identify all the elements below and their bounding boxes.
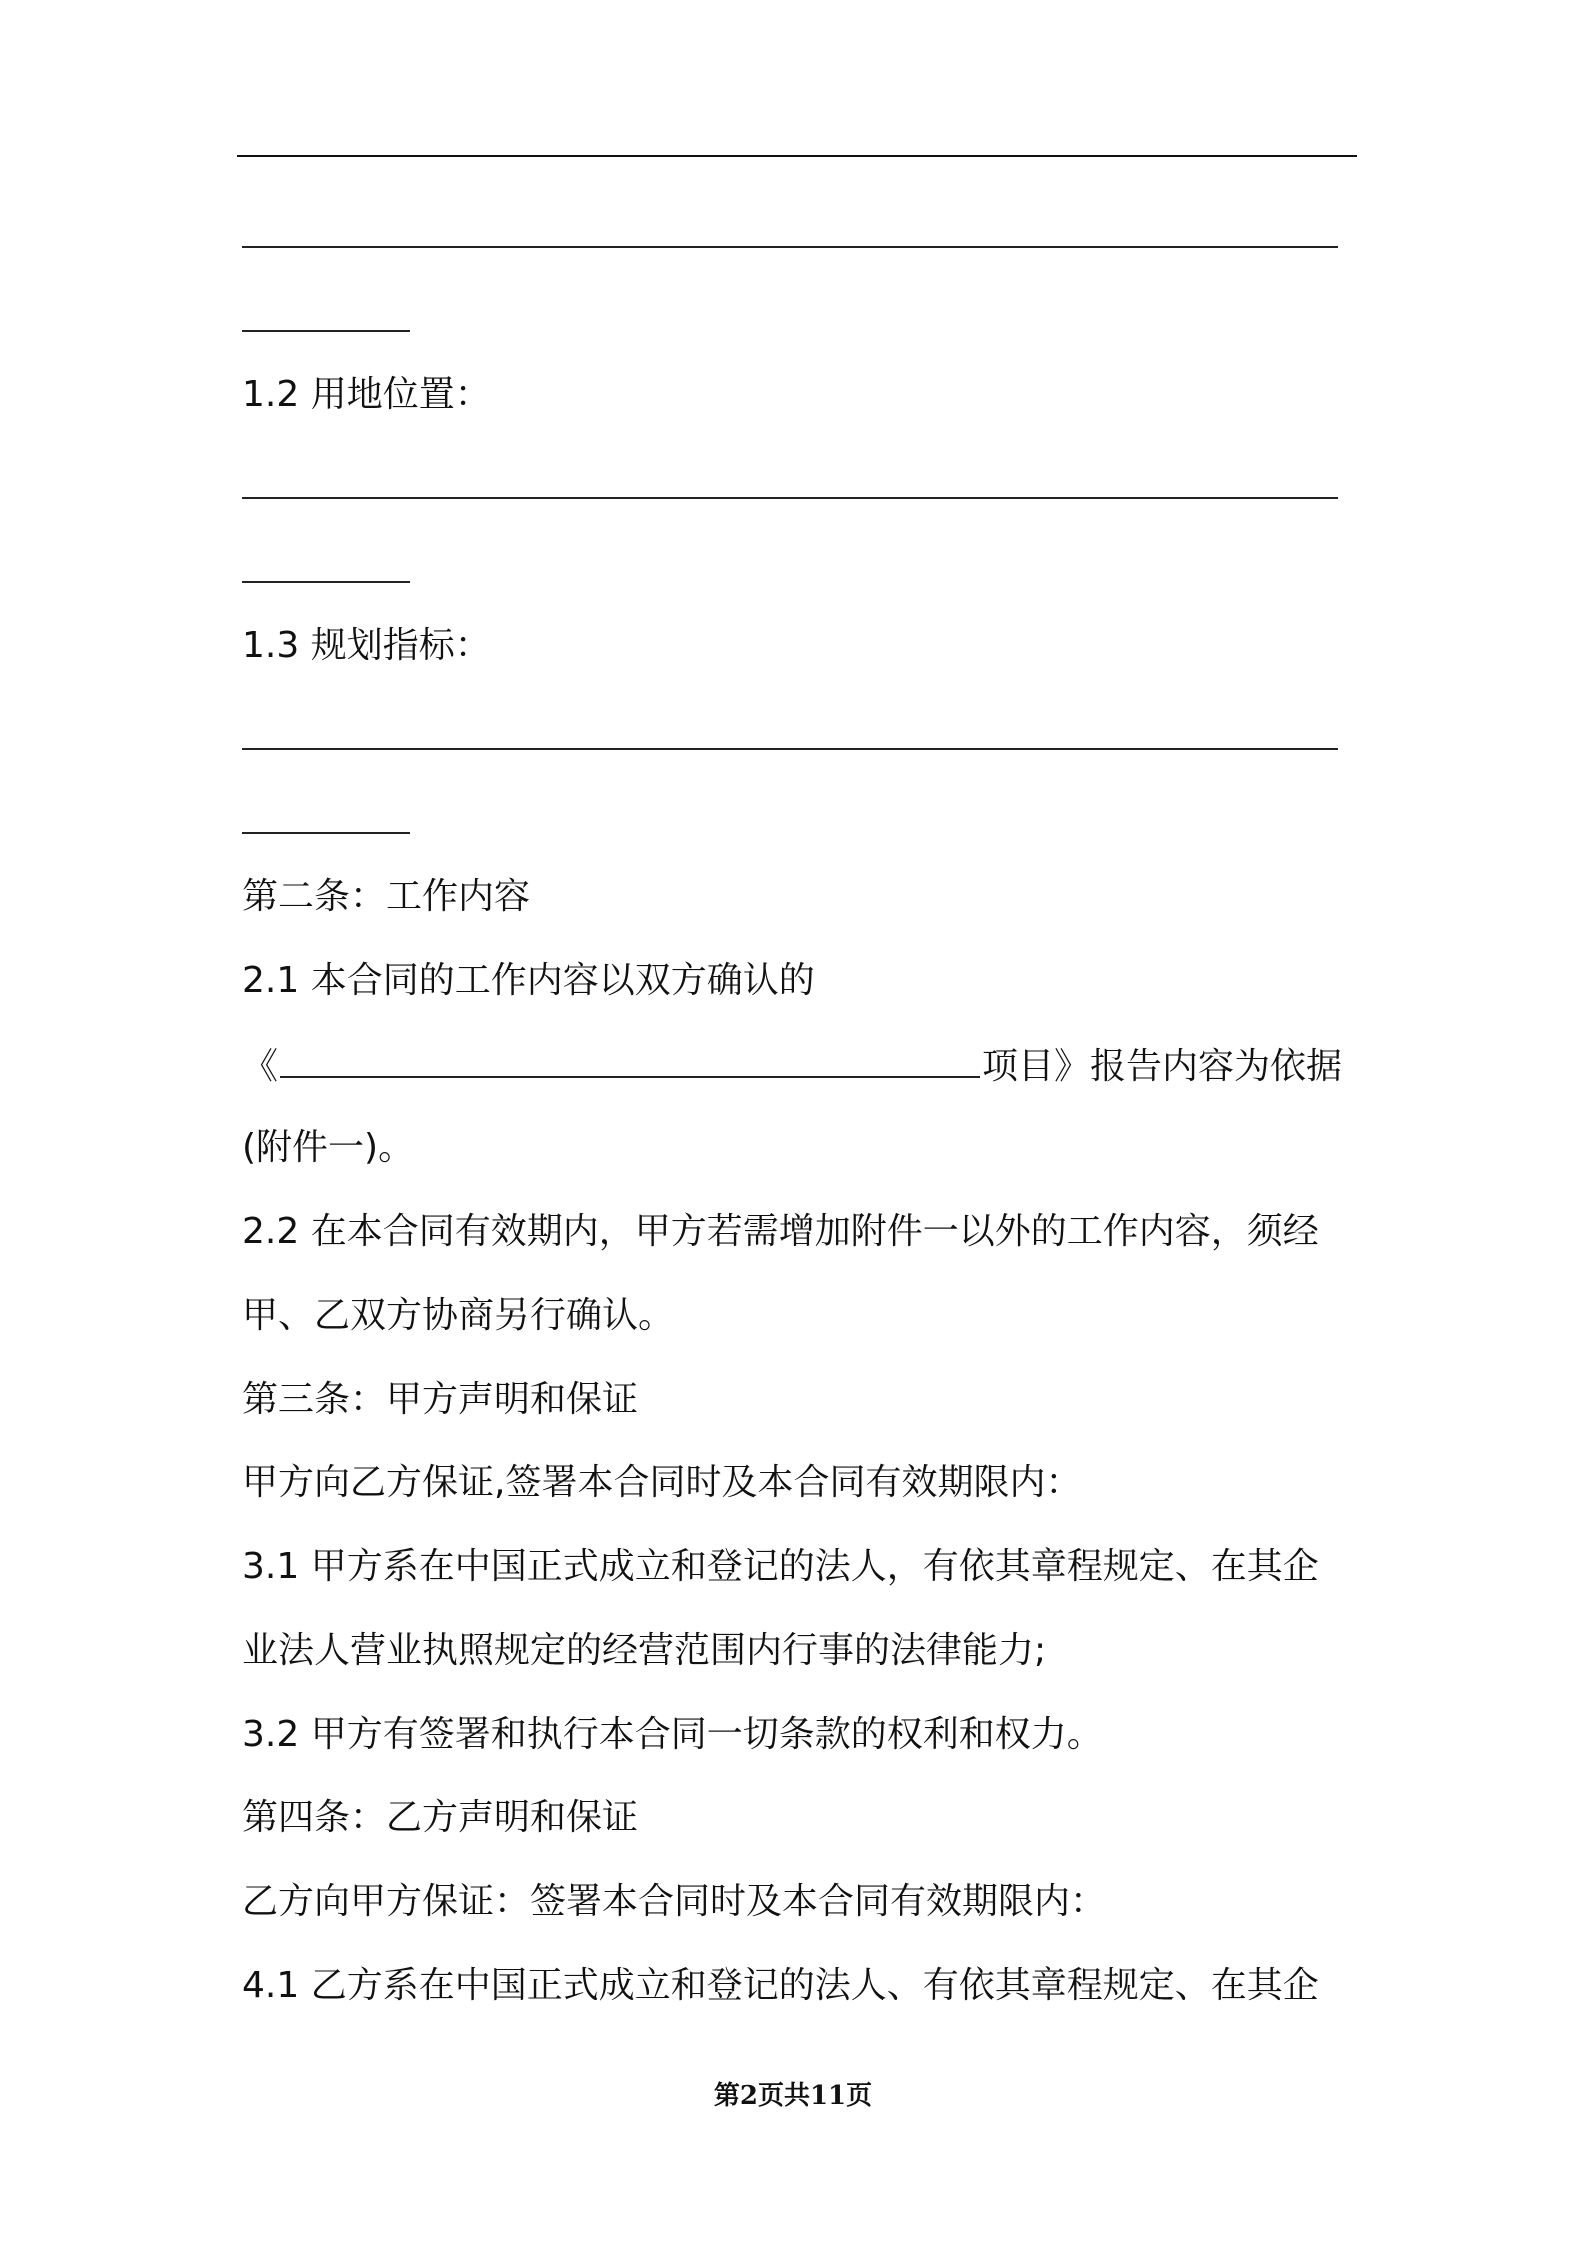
header-rule	[237, 155, 1357, 157]
clause-2-1-line-3: (附件一)。	[242, 1127, 415, 1168]
fill-in-blank-line	[242, 246, 1338, 248]
fill-in-blank-line	[242, 497, 1338, 499]
article-3-title: 第三条：甲方声明和保证	[242, 1379, 639, 1420]
article-2-title: 第二条：工作内容	[242, 876, 531, 917]
clause-3-1-line-2: 业法人营业执照规定的经营范围内行事的法律能力;	[242, 1630, 1047, 1671]
open-quote: 《	[242, 1046, 279, 1087]
clause-4-1-line-1: 4.1 乙方系在中国正式成立和登记的法人、有依其章程规定、在其企	[242, 1965, 1319, 2006]
fill-in-blank-line	[242, 748, 1338, 750]
clause-2-1-line-1: 2.1 本合同的工作内容以双方确认的	[242, 960, 815, 1001]
article-3-intro: 甲方向乙方保证,签署本合同时及本合同有效期限内：	[242, 1462, 1082, 1503]
clause-3-2: 3.2 甲方有签署和执行本合同一切条款的权利和权力。	[242, 1714, 1103, 1755]
fill-in-blank-line	[242, 581, 410, 583]
article-4-title: 第四条：乙方声明和保证	[242, 1797, 639, 1838]
clause-2-2-line-1: 2.2 在本合同有效期内，甲方若需增加附件一以外的工作内容，须经	[242, 1211, 1319, 1252]
clause-2-1-line-2-suffix: 项目》报告内容为依据	[982, 1046, 1343, 1087]
section-1-2-label: 1.2 用地位置：	[242, 374, 491, 415]
page-number: 第2页共11页	[713, 2081, 873, 2111]
clause-2-1-line-2	[242, 1040, 1342, 1092]
project-name-blank	[280, 1040, 980, 1078]
article-4-intro: 乙方向甲方保证：签署本合同时及本合同有效期限内：	[242, 1881, 1107, 1922]
clause-2-2-line-2: 甲、乙双方协商另行确认。	[242, 1295, 675, 1336]
fill-in-blank-line	[242, 330, 410, 332]
clause-3-1-line-1: 3.1 甲方系在中国正式成立和登记的法人，有依其章程规定、在其企	[242, 1546, 1319, 1587]
fill-in-blank-line	[242, 832, 410, 834]
section-1-3-label: 1.3 规划指标：	[242, 625, 491, 666]
